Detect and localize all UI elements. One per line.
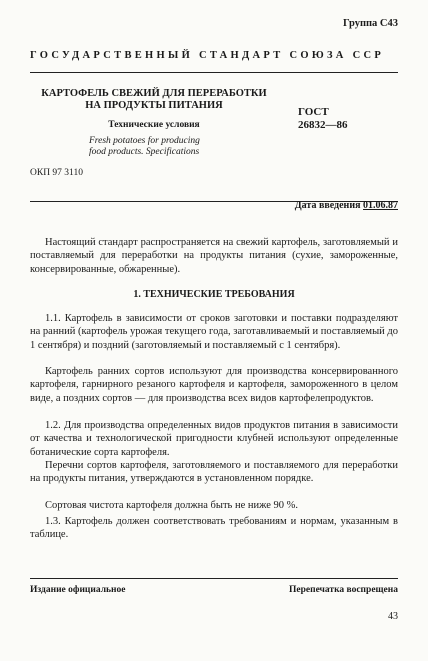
reprint-prohibited-note: Перепечатка воспрещена bbox=[288, 585, 398, 595]
paragraph-1-2c: Сортовая чистота картофеля должна быть не ниже 90 %. bbox=[45, 500, 298, 511]
intro-paragraph: Настоящий стандарт распространяется на свежий картофель, заготовляемый и поставляемый для переработки на продукты питания (сухие, замороженные, консервированные, обжаренные). bbox=[30, 237, 398, 275]
gost-block bbox=[298, 106, 348, 132]
paragraph-1-1b: Картофель ранних сортов используют для производства консервированного картофеля, гарнирного резаного картофеля и картофеля, замороженного в целом виде, а поздних сортов — для производства всех видов картофелепродуктов. bbox=[30, 366, 398, 404]
paragraph-1-2b: Перечни сортов картофеля, заготовляемого и поставляемого для переработки на продукты питания, утверждаются в установленном порядке. bbox=[30, 460, 398, 485]
bottom-rule bbox=[30, 578, 398, 579]
introduction-date bbox=[295, 200, 398, 211]
title-line-1: КАРТОФЕЛЬ СВЕЖИЙ ДЛЯ ПЕРЕРАБОТКИ bbox=[41, 88, 267, 99]
paragraph-1-2: 1.2. Для производства определенных видов продуктов питания в зависимости от качества и технологической пригодности клубней используют определенные ботанические сорта картофеля. bbox=[30, 420, 398, 458]
okp-code: ОКП 97 3110 bbox=[30, 168, 83, 178]
title-block bbox=[30, 88, 278, 130]
english-title bbox=[89, 136, 249, 158]
english-title-line-1: Fresh potatoes for producing bbox=[89, 136, 200, 146]
introduction-date-value: 01.06.87 bbox=[363, 200, 398, 211]
paragraph-1-3: 1.3. Картофель должен соответствовать требованиям и нормам, указанным в таблице. bbox=[30, 516, 398, 541]
top-rule bbox=[30, 72, 398, 73]
gost-label: ГОСТ bbox=[298, 106, 329, 118]
english-title-line-2: food products. Specifications bbox=[89, 147, 200, 157]
group-code: Группа С43 bbox=[342, 18, 398, 29]
subtitle: Технические условия bbox=[108, 120, 200, 130]
section-title: 1. ТЕХНИЧЕСКИЕ ТРЕБОВАНИЯ bbox=[133, 289, 295, 300]
page-number: 43 bbox=[388, 611, 398, 622]
title-line-2: НА ПРОДУКТЫ ПИТАНИЯ bbox=[85, 100, 223, 111]
paragraph-1-1: 1.1. Картофель в зависимости от сроков заготовки и поставки подразделяют на ранний (картофель урожая текущего года, заготавливаемый и поставляемый до 1 сентября) и поздний (заготовляемый и поставляемый с 1 сентября). bbox=[30, 313, 398, 351]
gost-number: 26832—86 bbox=[298, 119, 348, 131]
standard-banner: ГОСУДАРСТВЕННЫЙ СТАНДАРТ СОЮЗА ССР bbox=[30, 50, 385, 61]
official-edition-note: Издание официальное bbox=[30, 585, 126, 595]
introduction-date-label: Дата введения bbox=[294, 200, 361, 211]
